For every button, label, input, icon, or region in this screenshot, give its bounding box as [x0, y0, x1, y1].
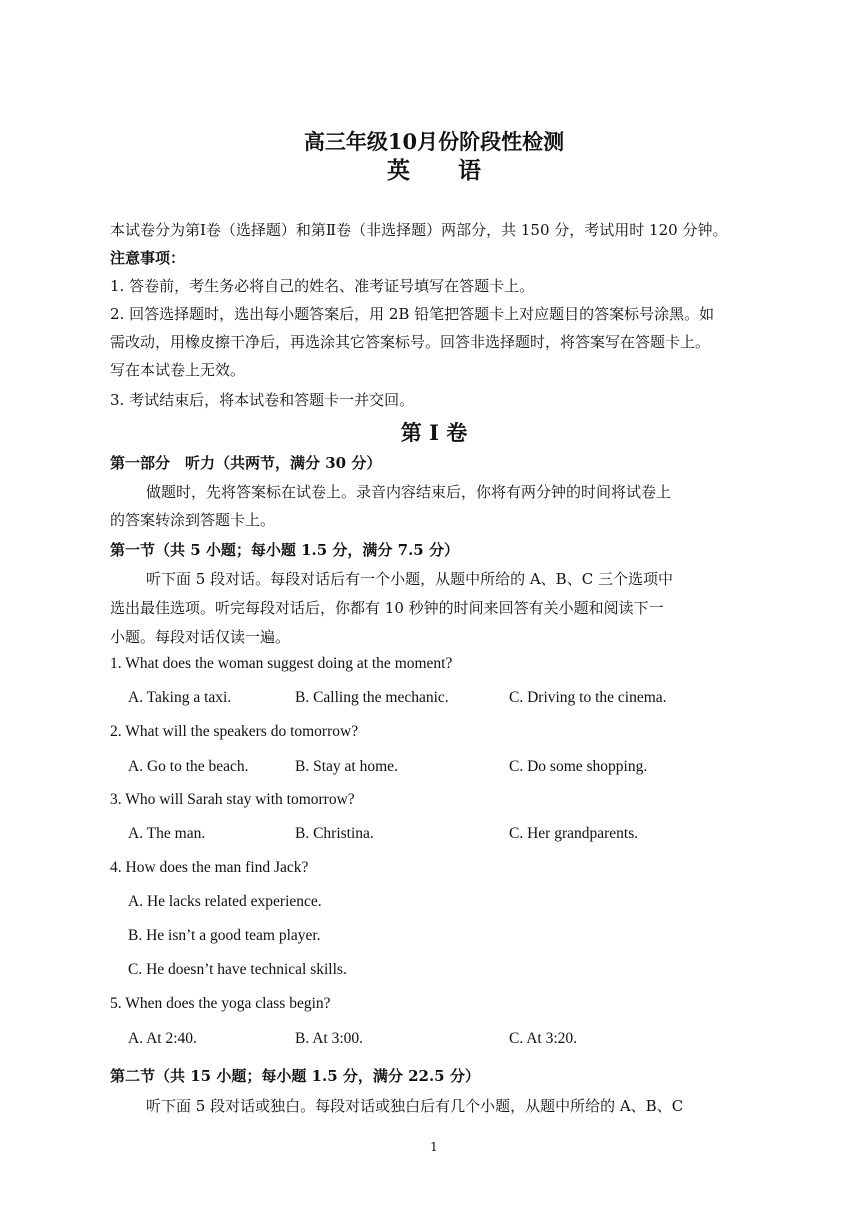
section1-desc-line-3: 小题。每段对话仅读一遍。	[110, 628, 291, 646]
question-1-option-c: C. Driving to the cinema.	[509, 689, 667, 706]
question-4-option-b: B. He isn’t a good team player.	[128, 927, 321, 944]
intro-line: 本试卷分为第Ⅰ卷（选择题）和第Ⅱ卷（非选择题）两部分，共 150 分，考试用时 120 分钟。	[110, 221, 728, 239]
notice-title: 注意事项：	[110, 249, 186, 267]
question-3-option-c: C. Her grandparents.	[509, 825, 639, 842]
question-5-option-a: A. At 2:40.	[128, 1030, 197, 1047]
question-2-option-c: C. Do some shopping.	[509, 758, 648, 775]
question-1-option-b: B. Calling the mechanic.	[295, 689, 449, 706]
question-5: 5. When does the yoga class begin?	[110, 995, 331, 1012]
question-3-option-a: A. The man.	[128, 825, 206, 842]
question-3-option-b: B. Christina.	[295, 825, 374, 842]
part1-desc-line-2: 的答案转涂到答题卡上。	[110, 511, 276, 529]
question-1: 1. What does the woman suggest doing at the moment?	[110, 655, 453, 672]
section2-heading: 第二节（共 15 小题；每小题 1.5 分，满分 22.5 分）	[110, 1067, 480, 1085]
question-2: 2. What will the speakers do tomorrow?	[110, 723, 359, 740]
page-number: 1	[430, 1140, 438, 1154]
part1-heading: 第一部分 听力（共两节，满分 30 分）	[110, 454, 382, 472]
question-2-option-b: B. Stay at home.	[295, 758, 398, 775]
question-2-option-a: A. Go to the beach.	[128, 758, 249, 775]
section1-heading: 第一节（共 5 小题；每小题 1.5 分，满分 7.5 分）	[110, 541, 459, 559]
question-4: 4. How does the man find Jack?	[110, 859, 309, 876]
question-4-option-c: C. He doesn’t have technical skills.	[128, 961, 347, 978]
question-3: 3. Who will Sarah stay with tomorrow?	[110, 791, 355, 808]
question-5-option-b: B. At 3:00.	[295, 1030, 364, 1047]
question-5-option-c: C. At 3:20.	[509, 1030, 578, 1047]
notice-item-2-line-1: 2. 回答选择题时，选出每小题答案后，用 2B 铅笔把答题卡上对应题目的答案标号涂黑。如	[110, 305, 715, 323]
exam-title: 高三年级10月份阶段性检测	[303, 129, 565, 154]
volume-heading: 第 I 卷	[400, 420, 468, 445]
notice-item-1: 1. 答卷前，考生务必将自己的姓名、准考证号填写在答题卡上。	[110, 277, 535, 295]
question-4-option-a: A. He lacks related experience.	[128, 893, 322, 910]
notice-item-3: 3. 考试结束后，将本试卷和答题卡一并交回。	[110, 391, 415, 409]
question-1-option-a: A. Taking a taxi.	[128, 689, 232, 706]
section1-desc-line-2: 选出最佳选项。听完每段对话后，你都有 10 秒钟的时间来回答有关小题和阅读下一	[110, 599, 664, 617]
section2-desc-line-1: 听下面 5 段对话或独白。每段对话或独白后有几个小题，从题中所给的 A、B、C	[146, 1097, 684, 1115]
section1-desc-line-1: 听下面 5 段对话。每段对话后有一个小题，从题中所给的 A、B、C 三个选项中	[146, 570, 673, 588]
subject-title: 英 语	[386, 157, 501, 184]
notice-item-2-line-2: 需改动，用橡皮擦干净后，再选涂其它答案标号。回答非选择题时，将答案写在答题卡上。	[110, 333, 711, 351]
notice-item-2-line-3: 写在本试卷上无效。	[110, 361, 246, 379]
part1-desc-line-1: 做题时，先将答案标在试卷上。录音内容结束后，你将有两分钟的时间将试卷上	[146, 483, 672, 501]
